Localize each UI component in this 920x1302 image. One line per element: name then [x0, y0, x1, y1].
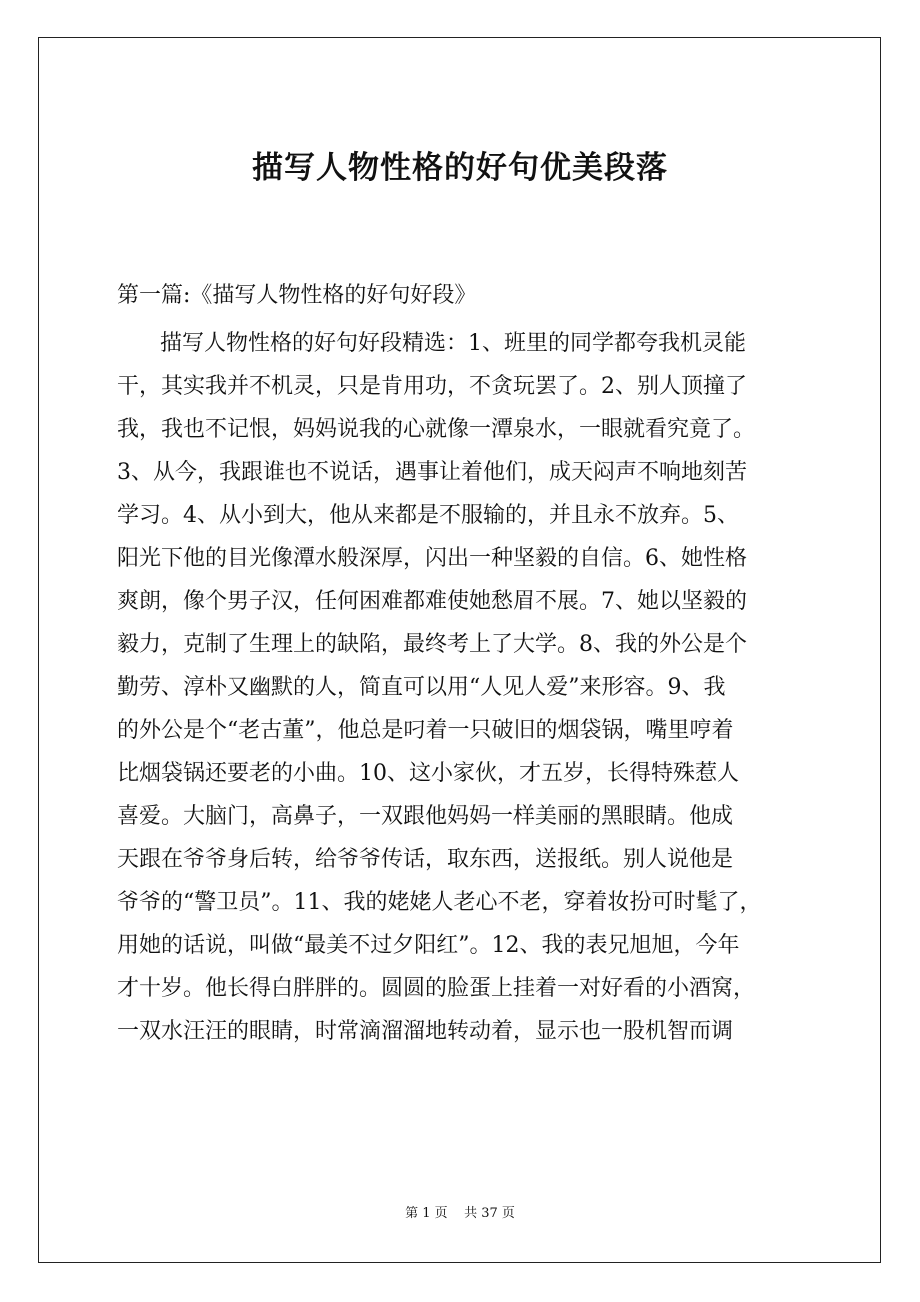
- body-line: 描写人物性格的好句好段精选：1、班里的同学都夸我机灵能: [160, 331, 746, 356]
- body-line: 勤劳、淳朴又幽默的人，简直可以用“人见人爱”来形容。9、我: [117, 675, 726, 700]
- body-line: 爷爷的“警卫员”。11、我的姥姥人老心不老，穿着妆扮可时髦了，: [117, 890, 762, 915]
- body-line: 用她的话说，叫做“最美不过夕阳红”。12、我的表兄旭旭，今年: [117, 933, 740, 958]
- body-line: 毅力，克制了生理上的缺陷，最终考上了大学。8、我的外公是个: [117, 632, 747, 657]
- body-line: 才十岁。他长得白胖胖的。圆圆的脸蛋上挂着一对好看的小酒窝，: [117, 976, 756, 1001]
- page-number-footer: 第 1 页 共 37 页: [405, 1206, 515, 1221]
- body-line: 的外公是个“老古董”，他总是叼着一只破旧的烟袋锅，嘴里哼着: [117, 718, 734, 743]
- body-line: 喜爱。大脑门，高鼻子，一双跟他妈妈一样美丽的黑眼睛。他成: [117, 804, 734, 829]
- document-title: 描写人物性格的好句优美段落: [252, 150, 668, 186]
- section-heading: 第一篇:《描写人物性格的好句好段》: [117, 283, 477, 308]
- body-line: 干，其实我并不机灵，只是肯用功，不贪玩罢了。2、别人顶撞了: [117, 374, 747, 399]
- body-line: 爽朗，像个男子汉，任何困难都难使她愁眉不展。7、她以坚毅的: [117, 589, 747, 614]
- body-line: 我，我也不记恨，妈妈说我的心就像一潭泉水，一眼就看究竟了。: [117, 417, 756, 442]
- body-line: 3、从今，我跟谁也不说话，遇事让着他们，成天闷声不响地刻苦: [117, 460, 747, 485]
- body-line: 阳光下他的目光像潭水般深厚，闪出一种坚毅的自信。6、她性格: [117, 546, 747, 571]
- body-line: 比烟袋锅还要老的小曲。10、这小家伙，才五岁，长得特殊惹人: [117, 761, 739, 786]
- body-line: 一双水汪汪的眼睛，时常滴溜溜地转动着，显示也一股机智而调: [117, 1019, 734, 1044]
- body-line: 学习。4、从小到大，他从来都是不服输的，并且永不放弃。5、: [117, 503, 739, 528]
- body-line: 天跟在爷爷身后转，给爷爷传话，取东西，送报纸。别人说他是: [117, 847, 734, 872]
